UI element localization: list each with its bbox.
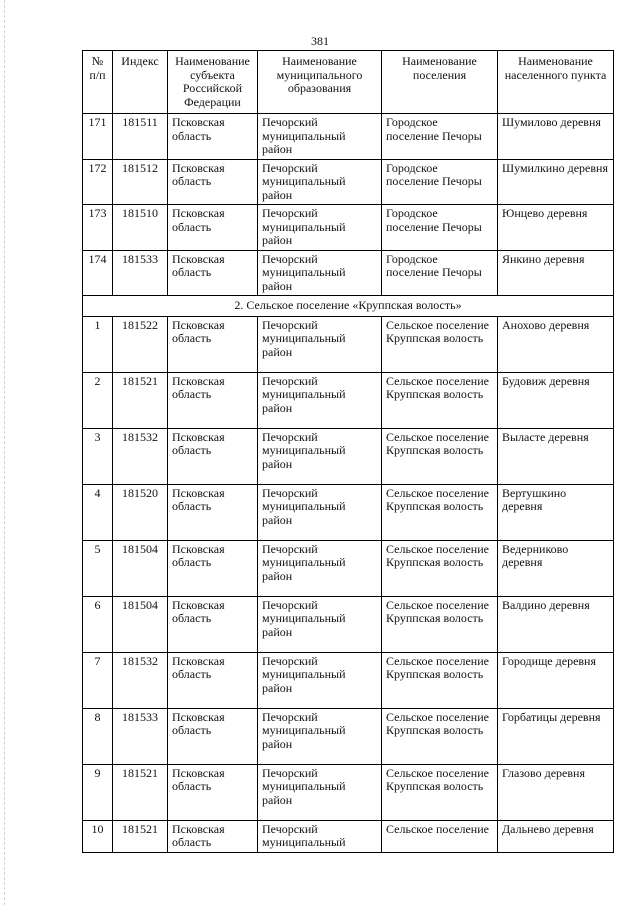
table-row [83,820,614,852]
cell-region: Псковская область [168,250,258,296]
cell-number: 3 [83,428,113,484]
header-number: № п/п [83,51,113,114]
cell-region: Псковская область [168,484,258,540]
cell-locality: Анохово деревня [498,316,614,372]
cell-locality: Янкино деревня [498,250,614,296]
cell-municipality: Печорский муниципальный район [258,652,382,708]
cell-number: 6 [83,596,113,652]
cell-index: 181511 [113,114,168,160]
cell-index: 181521 [113,372,168,428]
cell-settlement: Городское поселение Печоры [382,159,498,205]
table-row [83,250,614,296]
cell-region: Псковская область [168,159,258,205]
cell-locality: Дальнево деревня [498,820,614,852]
cell-region: Псковская область [168,316,258,372]
cell-locality: Шумилово деревня [498,114,614,160]
cell-index: 181521 [113,764,168,820]
header-locality: Наименование населенного пункта [498,51,614,114]
cell-locality: Городище деревня [498,652,614,708]
cell-municipality: Печорский муниципальный район [258,205,382,251]
cell-settlement: Сельское поселение Круппская волость [382,708,498,764]
section-row [83,296,614,317]
cell-number: 10 [83,820,113,852]
cell-settlement: Сельское поселение Круппская волость [382,316,498,372]
header-settlement: Наименование поселения [382,51,498,114]
cell-locality: Вертушкино деревня [498,484,614,540]
cell-index: 181520 [113,484,168,540]
cell-index: 181522 [113,316,168,372]
cell-settlement: Сельское поселение Круппская волость [382,764,498,820]
table-row [83,114,614,160]
cell-number: 2 [83,372,113,428]
cell-number: 171 [83,114,113,160]
cell-region: Псковская область [168,205,258,251]
table-header-row [83,51,614,114]
cell-number: 173 [83,205,113,251]
header-region: Наименование субъекта Российской Федерации [168,51,258,114]
cell-locality: Шумилкино деревня [498,159,614,205]
cell-index: 181504 [113,540,168,596]
table-row [83,372,614,428]
cell-locality: Будовиж деревня [498,372,614,428]
cell-region: Псковская область [168,652,258,708]
cell-settlement: Городское поселение Печоры [382,250,498,296]
cell-number: 7 [83,652,113,708]
cell-municipality: Печорский муниципальный район [258,114,382,160]
cell-municipality: Печорский муниципальный район [258,540,382,596]
cell-index: 181512 [113,159,168,205]
cell-region: Псковская область [168,540,258,596]
table-row [83,205,614,251]
cell-settlement: Сельское поселение Круппская волость [382,372,498,428]
cell-index: 181510 [113,205,168,251]
cell-settlement: Сельское поселение Круппская волость [382,596,498,652]
section-title: 2. Сельское поселение «Круппская волость» [83,296,614,317]
cell-number: 174 [83,250,113,296]
cell-locality: Ведерниково деревня [498,540,614,596]
cell-settlement: Городское поселение Печоры [382,205,498,251]
cell-locality: Валдино деревня [498,596,614,652]
cell-municipality: Печорский муниципальный район [258,372,382,428]
cell-region: Псковская область [168,708,258,764]
page-number: 381 [311,34,329,48]
table-row [83,596,614,652]
cell-index: 181504 [113,596,168,652]
settlements-table [82,50,614,853]
cell-locality: Глазово деревня [498,764,614,820]
cell-index: 181532 [113,428,168,484]
cell-number: 172 [83,159,113,205]
cell-region: Псковская область [168,428,258,484]
cell-locality: Выласте деревня [498,428,614,484]
table-row [83,159,614,205]
cell-region: Псковская область [168,820,258,852]
cell-index: 181533 [113,250,168,296]
cell-number: 1 [83,316,113,372]
cell-municipality: Печорский муниципальный [258,820,382,852]
cell-municipality: Печорский муниципальный район [258,764,382,820]
cell-municipality: Печорский муниципальный район [258,596,382,652]
cell-index: 181521 [113,820,168,852]
header-index: Индекс [113,51,168,114]
table-row [83,484,614,540]
cell-settlement: Сельское поселение Круппская волость [382,540,498,596]
table-row [83,316,614,372]
cell-municipality: Печорский муниципальный район [258,708,382,764]
cell-number: 8 [83,708,113,764]
cell-settlement: Сельское поселение [382,820,498,852]
cell-locality: Горбатицы деревня [498,708,614,764]
cell-municipality: Печорский муниципальный район [258,316,382,372]
cell-index: 181533 [113,708,168,764]
table-row [83,652,614,708]
cell-settlement: Городское поселение Печоры [382,114,498,160]
table-row [83,428,614,484]
table-row [83,540,614,596]
cell-region: Псковская область [168,596,258,652]
cell-municipality: Печорский муниципальный район [258,250,382,296]
cell-index: 181532 [113,652,168,708]
table-row [83,708,614,764]
page-edge-line [4,0,5,905]
cell-number: 4 [83,484,113,540]
cell-locality: Юнцево деревня [498,205,614,251]
cell-settlement: Сельское поселение Круппская волость [382,428,498,484]
table-row [83,764,614,820]
cell-municipality: Печорский муниципальный район [258,159,382,205]
header-municipality: Наименование муниципального образования [258,51,382,114]
cell-municipality: Печорский муниципальный район [258,484,382,540]
cell-region: Псковская область [168,114,258,160]
cell-region: Псковская область [168,372,258,428]
cell-settlement: Сельское поселение Круппская волость [382,652,498,708]
cell-number: 9 [83,764,113,820]
cell-municipality: Печорский муниципальный район [258,428,382,484]
cell-number: 5 [83,540,113,596]
cell-settlement: Сельское поселение Круппская волость [382,484,498,540]
cell-region: Псковская область [168,764,258,820]
